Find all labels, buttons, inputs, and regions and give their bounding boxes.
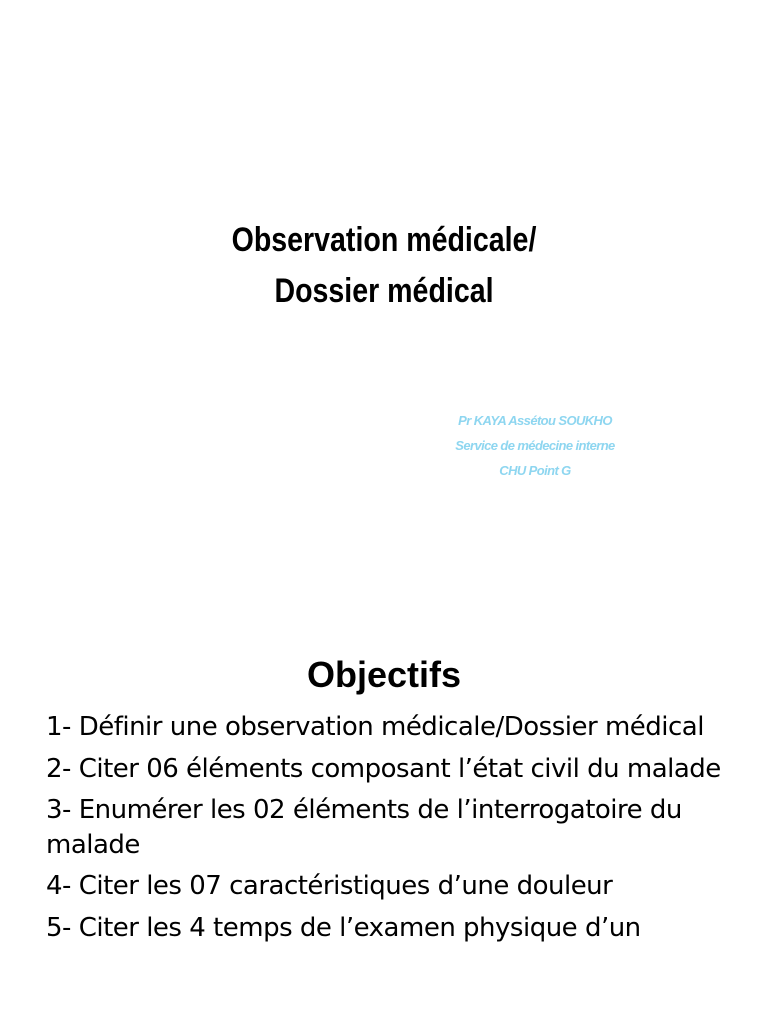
author-institution: CHU Point G	[499, 463, 571, 478]
slide-title	[61, 215, 706, 317]
slide-title-line-2: Dossier médical	[274, 271, 494, 310]
objective-item: 3- Enumérer les 02 éléments de l’interrogatoire du malade	[46, 795, 682, 860]
objectives-list	[46, 710, 746, 952]
objective-item: 2- Citer 06 éléments composant l’état civil du malade	[46, 753, 721, 784]
objective-item: 4- Citer les 07 caractéristiques d’une douleur	[46, 871, 613, 901]
slide-title-line-1: Observation médicale/	[231, 220, 537, 259]
objectives-slide	[0, 600, 768, 1024]
author-block	[440, 408, 630, 483]
objective-item: 1- Définir une observation médicale/Dossier médical	[46, 712, 704, 742]
author-name: Pr KAYA Assétou SOUKHO	[458, 413, 612, 428]
objectives-heading: Objectifs	[306, 653, 462, 695]
objective-item: 5- Citer les 4 temps de l’examen physique d’un	[46, 912, 641, 943]
author-department: Service de médecine interne	[455, 438, 615, 453]
